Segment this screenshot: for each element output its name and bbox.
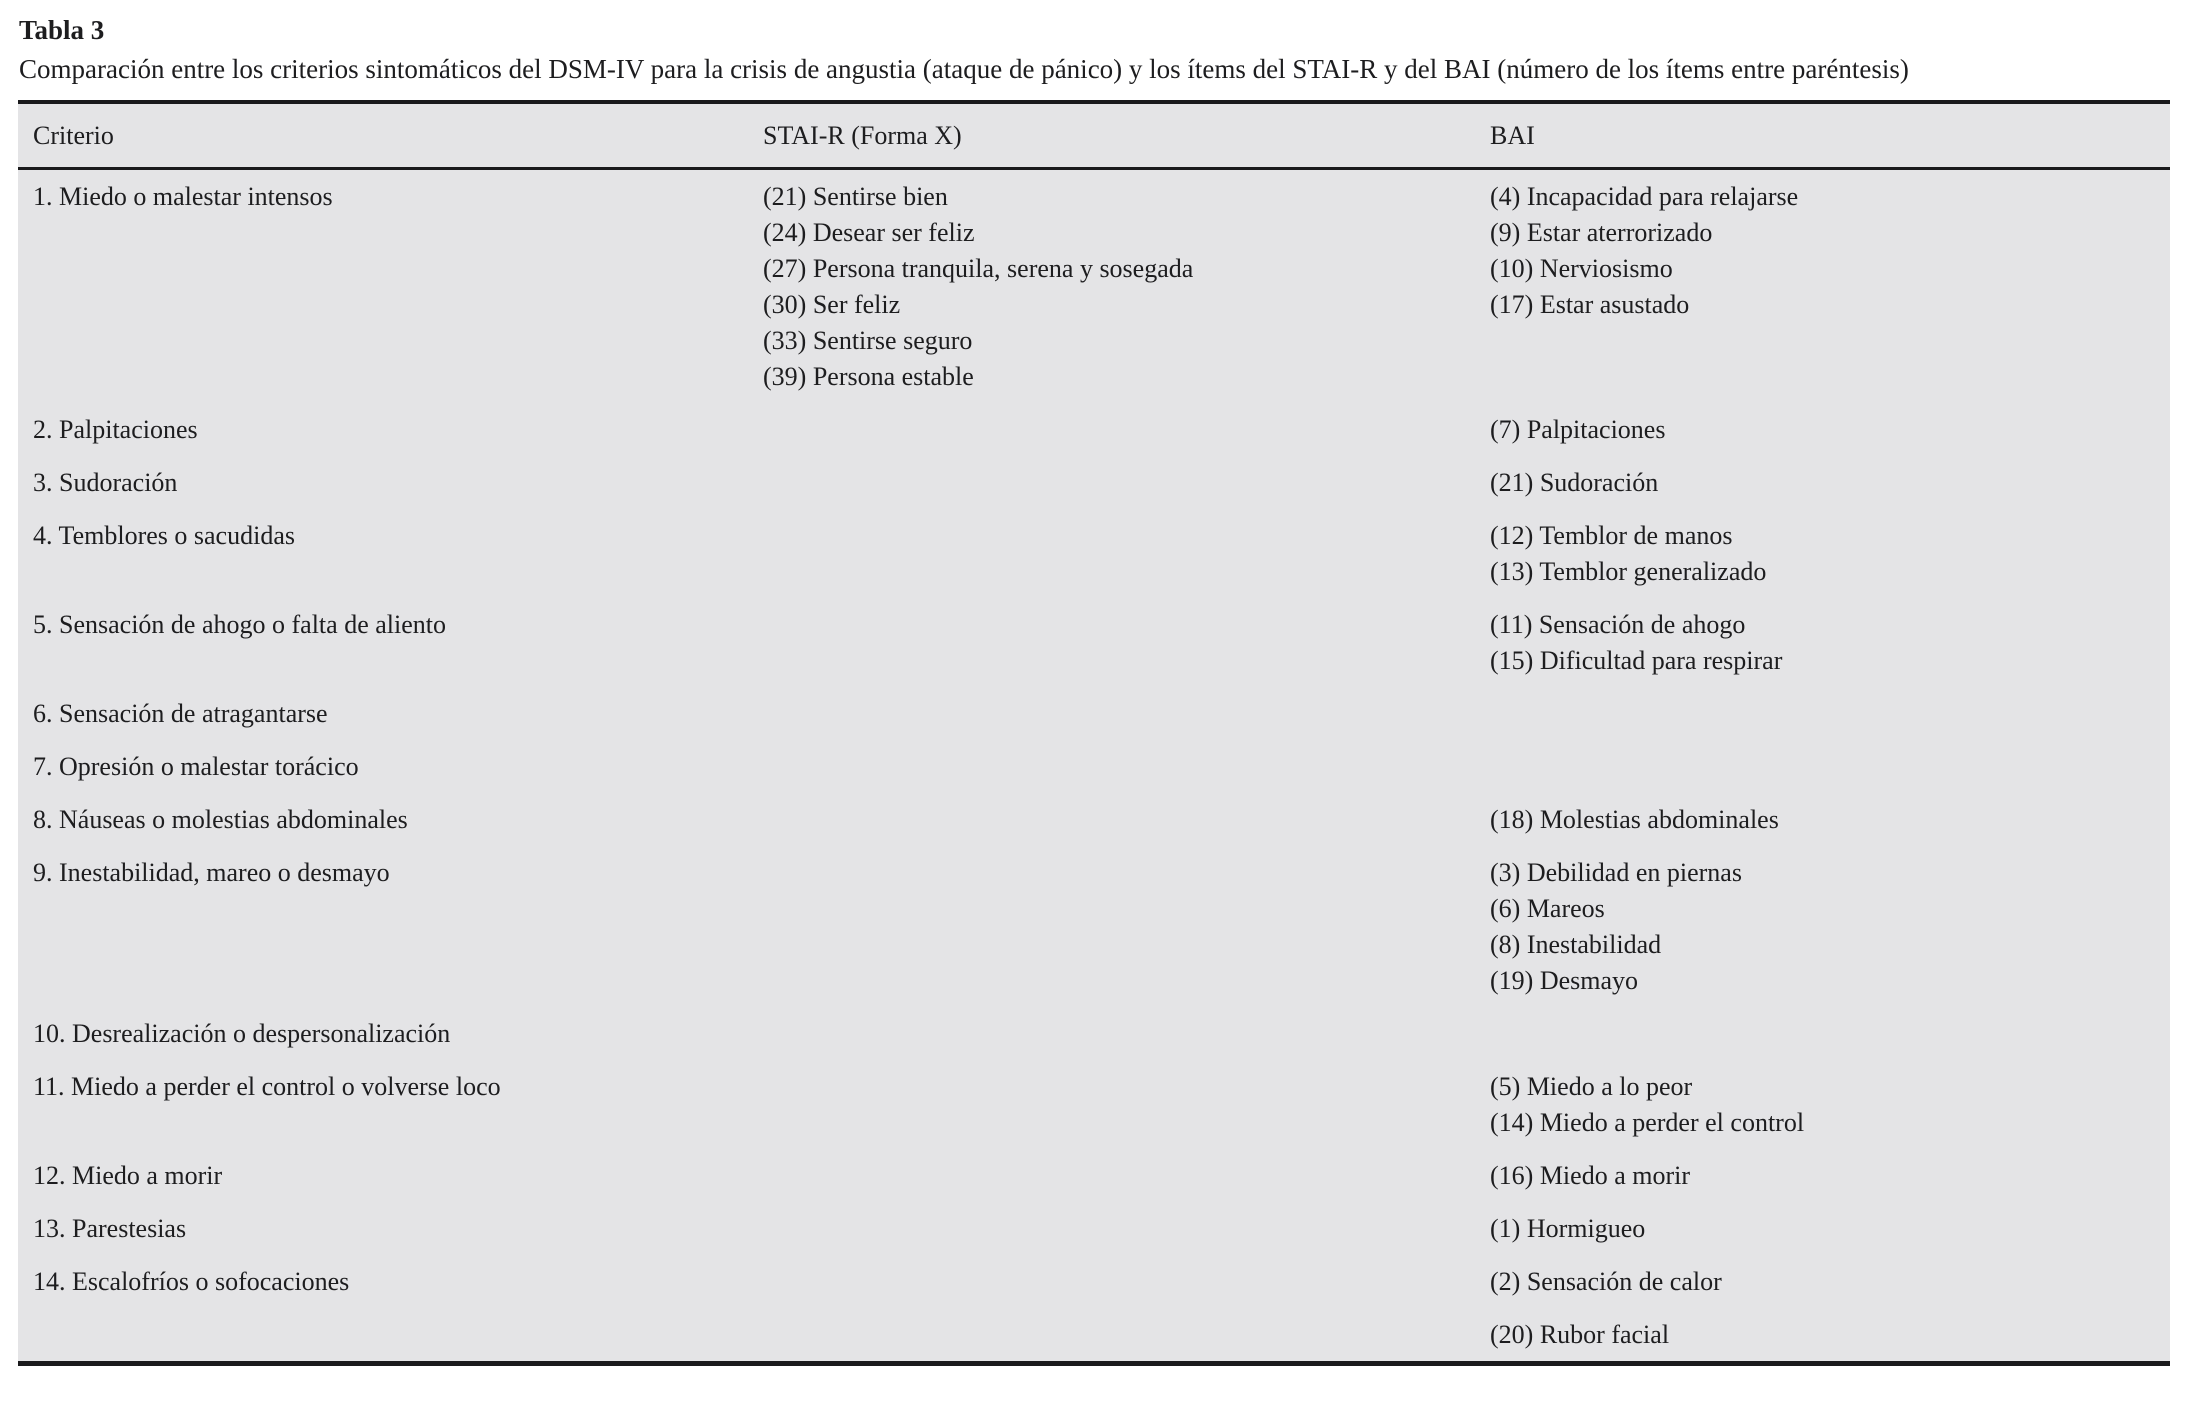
cell-line: (16) Miedo a morir [1490, 1161, 1691, 1190]
cell-criterio [18, 1202, 748, 1255]
cell-criterio [18, 1007, 748, 1060]
cell-line: 3. Sudoración [33, 468, 178, 497]
cell-bai [1475, 740, 2170, 793]
cell-criterio [18, 846, 748, 1007]
cell-line: (39) Persona estable [763, 362, 974, 391]
cell-line: (5) Miedo a lo peor [1490, 1072, 1693, 1101]
cell-criterio [18, 403, 748, 456]
cell-line: (24) Desear ser feliz [763, 218, 975, 247]
cell-line: 9. Inestabilidad, mareo o desmayo [33, 858, 390, 887]
cell-bai [1475, 403, 2170, 456]
cell-criterio [18, 509, 748, 598]
cell-line: (20) Rubor facial [1490, 1320, 1670, 1349]
table-row [18, 793, 2170, 846]
cell-line: (6) Mareos [1490, 894, 1605, 923]
cell-stai-r [748, 509, 1475, 598]
cell-line: 7. Opresión o malestar torácico [33, 752, 359, 781]
cell-stai-r [748, 403, 1475, 456]
table-title: Tabla 3 [19, 15, 105, 45]
cell-line: 2. Palpitaciones [33, 415, 198, 444]
cell-stai-r [748, 1255, 1475, 1308]
cell-line: (9) Estar aterrorizado [1490, 218, 1713, 247]
cell-line: 10. Desrealización o despersonalización [33, 1019, 451, 1048]
cell-line: (18) Molestias abdominales [1490, 805, 1779, 834]
cell-line: (12) Temblor de manos [1490, 521, 1733, 550]
cell-bai [1475, 1149, 2170, 1202]
cell-stai-r [748, 456, 1475, 509]
cell-line: 5. Sensación de ahogo o falta de aliento [33, 610, 446, 639]
table-row [18, 1149, 2170, 1202]
table-body [18, 169, 2170, 1364]
cell-line: (30) Ser feliz [763, 290, 901, 319]
cell-line: (17) Estar asustado [1490, 290, 1690, 319]
table-row [18, 403, 2170, 456]
cell-stai-r [748, 1060, 1475, 1149]
cell-bai [1475, 598, 2170, 687]
cell-criterio [18, 1255, 748, 1308]
cell-line: (7) Palpitaciones [1490, 415, 1666, 444]
table-row [18, 509, 2170, 598]
column-header-stai-r: STAI-R (Forma X) [748, 102, 1475, 169]
cell-line: 11. Miedo a perder el control o volverse loco [33, 1072, 501, 1101]
cell-line: 1. Miedo o malestar intensos [33, 182, 333, 211]
cell-stai-r [748, 1202, 1475, 1255]
cell-line: (21) Sudoración [1490, 468, 1659, 497]
cell-stai-r [748, 1149, 1475, 1202]
cell-stai-r [748, 846, 1475, 1007]
cell-criterio [18, 740, 748, 793]
cell-line: 8. Náuseas o molestias abdominales [33, 805, 408, 834]
cell-criterio [18, 598, 748, 687]
cell-criterio [18, 687, 748, 740]
cell-criterio [18, 1149, 748, 1202]
cell-line: (14) Miedo a perder el control [1490, 1108, 1805, 1137]
cell-bai [1475, 1255, 2170, 1308]
table-row [18, 1007, 2170, 1060]
cell-stai-r [748, 169, 1475, 404]
cell-line: (19) Desmayo [1490, 966, 1639, 995]
table-row [18, 598, 2170, 687]
cell-stai-r [748, 1007, 1475, 1060]
comparison-table [18, 100, 2170, 1366]
cell-line: (11) Sensación de ahogo [1490, 610, 1746, 639]
cell-stai-r [748, 740, 1475, 793]
cell-bai [1475, 1007, 2170, 1060]
cell-line: (3) Debilidad en piernas [1490, 858, 1742, 887]
table-row [18, 1308, 2170, 1364]
cell-line: (1) Hormigueo [1490, 1214, 1646, 1243]
cell-line: (10) Nerviosismo [1490, 254, 1673, 283]
cell-line: (21) Sentirse bien [763, 182, 948, 211]
table-row [18, 687, 2170, 740]
table-caption: Comparación entre los criterios sintomáticos del DSM-IV para la crisis de angustia (ataque de pánico) y los ítems del STAI-R y del BAI (número de los ítems entre paréntesis) [19, 54, 1909, 84]
cell-bai [1475, 169, 2170, 404]
cell-line: 13. Parestesias [33, 1214, 187, 1243]
cell-stai-r [748, 793, 1475, 846]
cell-line: (4) Incapacidad para relajarse [1490, 182, 1799, 211]
table-row [18, 1060, 2170, 1149]
header-row [18, 102, 2170, 169]
column-header-bai: BAI [1475, 102, 2170, 169]
table-row [18, 740, 2170, 793]
cell-line: (27) Persona tranquila, serena y sosegada [763, 254, 1194, 283]
cell-bai [1475, 509, 2170, 598]
cell-bai [1475, 1308, 2170, 1364]
table-row [18, 169, 2170, 404]
cell-criterio [18, 793, 748, 846]
cell-criterio [18, 456, 748, 509]
cell-bai [1475, 793, 2170, 846]
cell-criterio [18, 1060, 748, 1149]
cell-line: 6. Sensación de atragantarse [33, 699, 328, 728]
cell-stai-r [748, 598, 1475, 687]
cell-line: 4. Temblores o sacudidas [33, 521, 295, 550]
cell-criterio [18, 169, 748, 404]
cell-line: (33) Sentirse seguro [763, 326, 973, 355]
cell-bai [1475, 456, 2170, 509]
cell-bai [1475, 846, 2170, 1007]
table-row [18, 1255, 2170, 1308]
table-row [18, 846, 2170, 1007]
table-row [18, 456, 2170, 509]
cell-bai [1475, 1202, 2170, 1255]
cell-bai [1475, 1060, 2170, 1149]
cell-line: (2) Sensación de calor [1490, 1267, 1722, 1296]
cell-criterio [18, 1308, 748, 1364]
cell-line: (13) Temblor generalizado [1490, 557, 1767, 586]
cell-line: (8) Inestabilidad [1490, 930, 1662, 959]
column-header-criterio: Criterio [18, 102, 748, 169]
table-row [18, 1202, 2170, 1255]
cell-stai-r [748, 1308, 1475, 1364]
cell-line: 14. Escalofríos o sofocaciones [33, 1267, 350, 1296]
cell-line: (15) Dificultad para respirar [1490, 646, 1783, 675]
cell-bai [1475, 687, 2170, 740]
cell-line: 12. Miedo a morir [33, 1161, 223, 1190]
cell-stai-r [748, 687, 1475, 740]
